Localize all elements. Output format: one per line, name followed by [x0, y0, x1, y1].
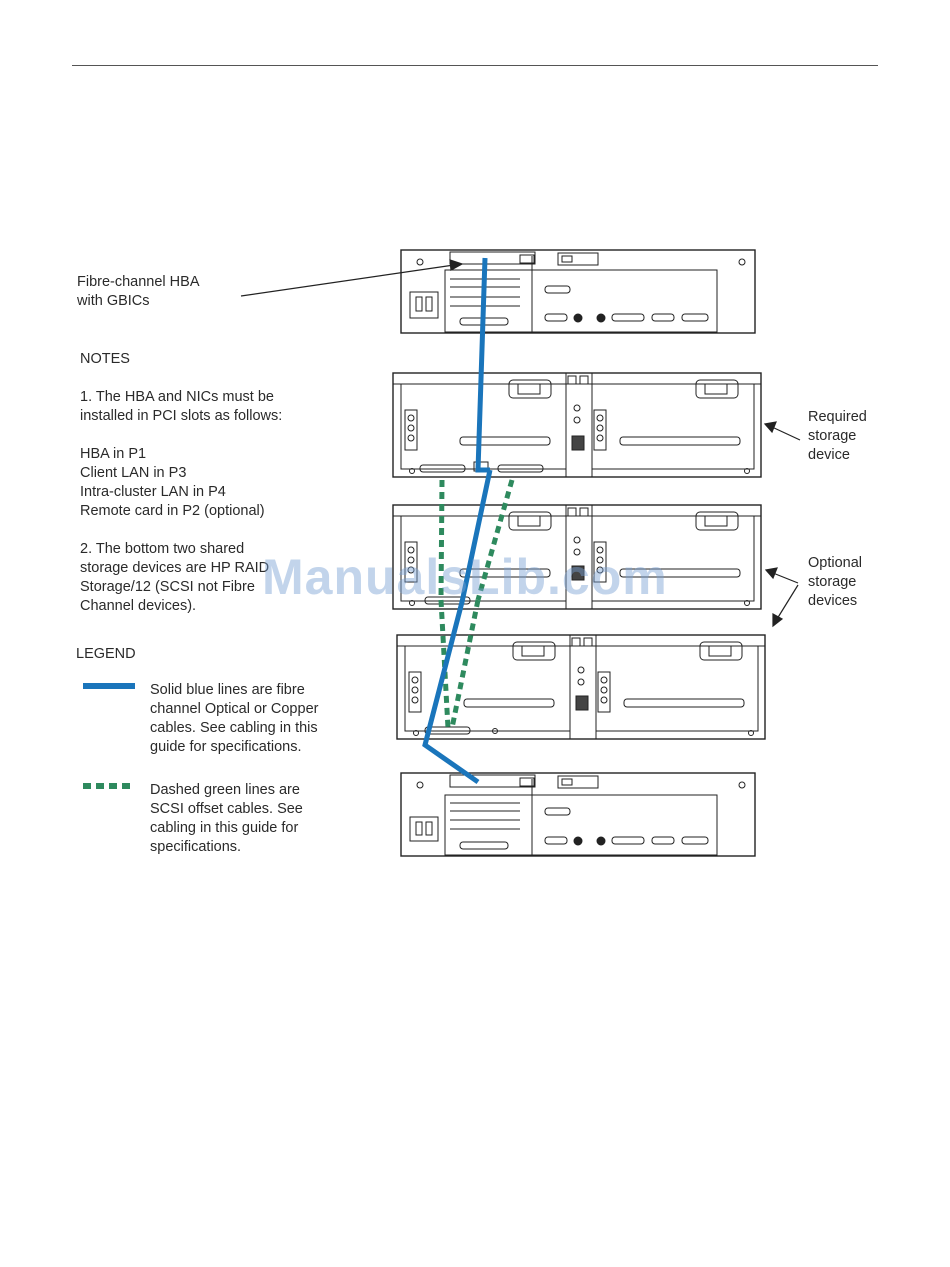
- watermark: ManualsLib.com: [262, 549, 668, 605]
- fibre-cables: [425, 258, 490, 782]
- optional-storage-label: Optional storage devices: [808, 555, 863, 609]
- bottom-server: [401, 773, 755, 856]
- notes-heading: NOTES: [80, 351, 130, 367]
- storage-enclosure-1: [393, 373, 761, 477]
- hba-label: Fibre-channel HBA with GBICs: [77, 274, 200, 309]
- legend-heading: LEGEND: [76, 646, 136, 662]
- note-2: 2. The bottom two shared storage devices are HP RAID Storage/12 (SCSI not Fibre Channel devices).: [80, 541, 270, 614]
- slot-list: HBA in P1 Client LAN in P3 Intra-cluster LAN in P4 Remote card in P2 (optional): [80, 446, 265, 519]
- note-1: 1. The HBA and NICs must be installed in PCI slots as follows:: [80, 389, 283, 424]
- legend-scsi-text: Dashed green lines are SCSI offset cables. See cabling in this guide for specifications.: [150, 782, 303, 855]
- legend-fibre-text: Solid blue lines are fibre channel Optical or Copper cables. See cabling in this guide for specifications.: [150, 682, 319, 755]
- required-storage-label: Required storage device: [808, 409, 867, 463]
